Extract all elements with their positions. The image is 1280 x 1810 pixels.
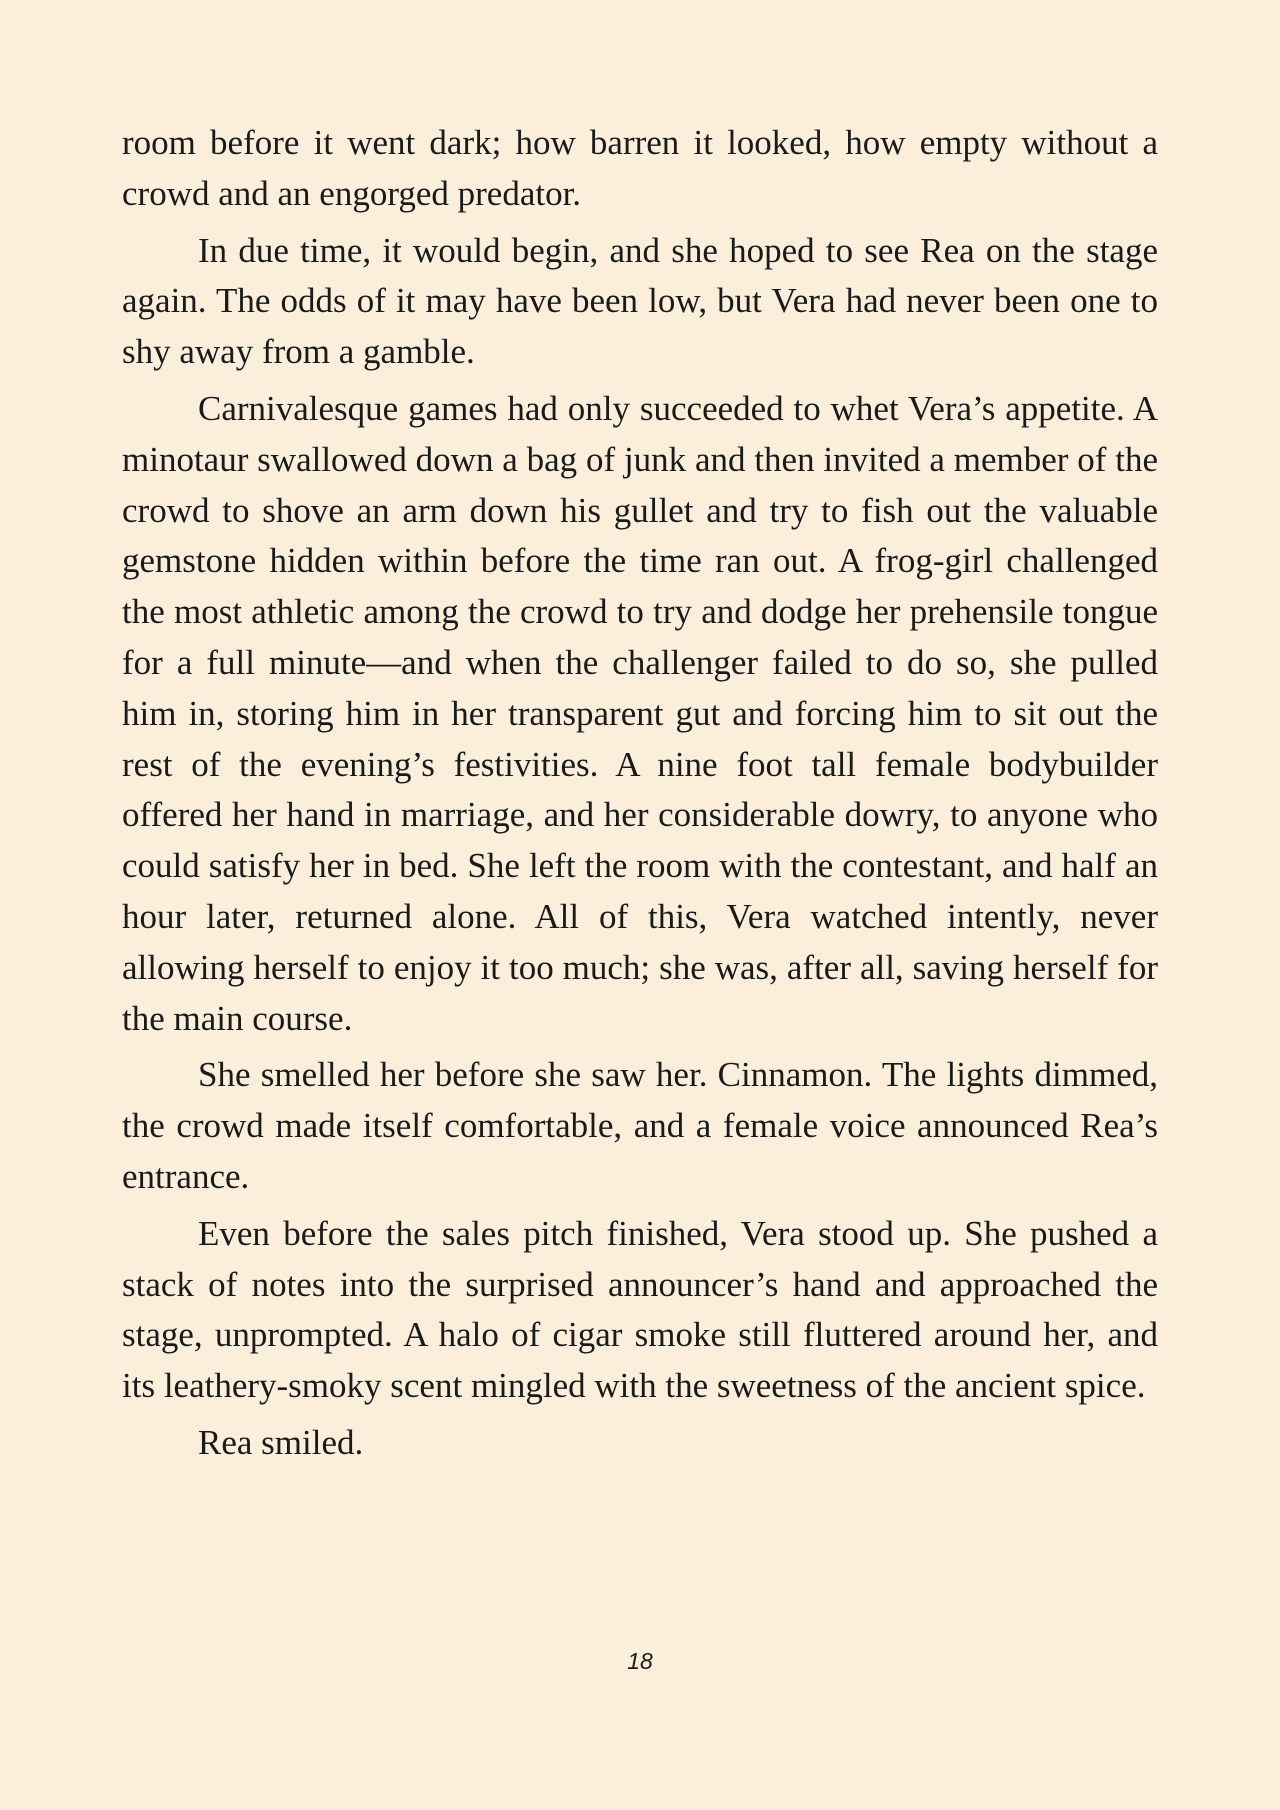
paragraph-5: Even before the sales pitch finished, Vera stood up. She pushed a stack of notes into the surprised announcer’s hand and approached the stage, unprompted. A halo of cigar smoke still fluttered around her, and its leathery-smoky scent mingled with the sweetness of the ancient spice. bbox=[122, 1213, 1158, 1406]
page-number: 18 bbox=[627, 1648, 653, 1674]
paragraph-2: In due time, it would begin, and she hoped to see Rea on the stage again. The odds of it may have been low, but Vera had never been one to shy away from a gamble. bbox=[122, 230, 1158, 372]
page-body bbox=[122, 118, 1158, 1475]
paragraph-6: Rea smiled. bbox=[198, 1422, 364, 1462]
paragraph-3: Carnivalesque games had only succeeded to whet Vera’s appetite. A minotaur swallowed down a bag of junk and then invited a member of the crowd to shove an arm down his gullet and try to fish out the valuable gemstone hidden within before the time ran out. A frog-girl challenged the most athletic among the crowd to try and dodge her prehensile tongue for a full minute—and when the challenger failed to do so, she pulled him in, storing him in her transparent gut and forcing him to sit out the rest of the evening’s festivities. A nine foot tall female bodybuilder offered her hand in marriage, and her considerable dowry, to anyone who could satisfy her in bed. She left the room with the contestant, and half an hour later, returned alone. All of this, Vera watched intently, never allowing herself to enjoy it too much; she was, after all, saving herself for the main course. bbox=[122, 388, 1158, 1038]
paragraph-1: room before it went dark; how barren it looked, how empty without a crowd and an engorged predator. bbox=[122, 123, 1158, 213]
paragraph-4: She smelled her before she saw her. Cinnamon. The lights dimmed, the crowd made itself comfortable, and a female voice announced Rea’s entrance. bbox=[122, 1055, 1158, 1196]
